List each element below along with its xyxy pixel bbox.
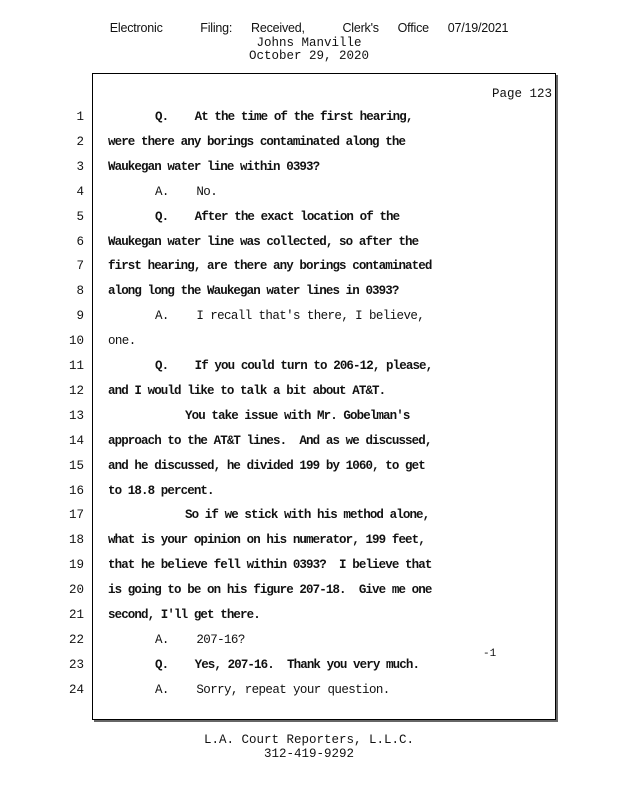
line-number: 3 [76, 160, 84, 174]
footer-phone: 312-419-9292 [263, 747, 354, 761]
line-number: 2 [76, 135, 84, 149]
line-number: 4 [76, 185, 84, 199]
line-number: 7 [76, 259, 84, 273]
transcript-line: second, I'll get there. [108, 608, 260, 622]
line-number: 10 [68, 334, 84, 348]
line-number: 13 [68, 409, 84, 423]
transcript-line: Waukegan water line was collected, so after the [108, 235, 419, 249]
line-number: 6 [76, 235, 84, 249]
footer-company: L.A. Court Reporters, L.L.C. [203, 733, 415, 747]
transcript-line: You take issue with Mr. Gobelman's [185, 409, 410, 423]
transcript-line: A. I recall that's there, I believe, [155, 309, 425, 323]
line-number: 21 [68, 608, 84, 622]
transcript-line: Q. At the time of the first hearing, [155, 110, 413, 124]
deposition-date: October 29, 2020 [248, 49, 370, 63]
transcript-line: were there any borings contaminated along the [108, 135, 406, 149]
transcript-line: A. 207-16? [155, 633, 245, 647]
transcript-line: Q. If you could turn to 206-12, please, [155, 359, 433, 373]
transcript-line: that he believe fell within 0393? I believe that [108, 558, 432, 572]
transcript-line: Q. After the exact location of the [155, 210, 400, 224]
line-number: 23 [68, 658, 84, 672]
line-number: 18 [68, 533, 84, 547]
page-number: Page 123 [491, 87, 552, 101]
line-number: 15 [68, 459, 84, 473]
line-number: 24 [68, 683, 84, 697]
line-number: 11 [68, 359, 84, 373]
transcript-line: and I would like to talk a bit about AT&T. [108, 384, 386, 398]
transcript-line: approach to the AT&T lines. And as we discussed, [108, 434, 432, 448]
margin-note: -1 [483, 648, 497, 660]
line-number: 8 [76, 284, 84, 298]
line-number: 20 [68, 583, 84, 597]
transcript-line: first hearing, are there any borings contaminated [108, 259, 432, 273]
line-number: 12 [68, 384, 84, 398]
transcript-line: and he discussed, he divided 199 by 1060, to get [108, 459, 425, 473]
line-number: 17 [68, 508, 84, 522]
transcript-line: A. No. [155, 185, 218, 199]
line-number: 14 [68, 434, 84, 448]
transcript-line: A. Sorry, repeat your question. [155, 683, 390, 697]
line-number: 9 [76, 309, 84, 323]
line-number: 19 [68, 558, 84, 572]
transcript-line: along long the Waukegan water lines in 0393? [108, 284, 399, 298]
transcript-line: to 18.8 percent. [108, 484, 214, 498]
transcript-line: one. [108, 334, 136, 348]
transcript-line: what is your opinion on his numerator, 199 feet, [108, 533, 425, 547]
line-number: 22 [68, 633, 84, 647]
transcript-line: is going to be on his figure 207-18. Give me one [108, 583, 432, 597]
transcript-line: Waukegan water line within 0393? [108, 160, 320, 174]
line-number: 16 [68, 484, 84, 498]
filing-stamp: Electronic Filing: Received, Clerk's Office 07/19/2021 [109, 21, 509, 35]
line-number: 5 [76, 210, 84, 224]
transcript-line: Q. Yes, 207-16. Thank you very much. [155, 658, 420, 672]
line-number: 1 [76, 110, 84, 124]
transcript-line: So if we stick with his method alone, [185, 508, 430, 522]
deponent-name: Johns Manville [256, 36, 362, 50]
